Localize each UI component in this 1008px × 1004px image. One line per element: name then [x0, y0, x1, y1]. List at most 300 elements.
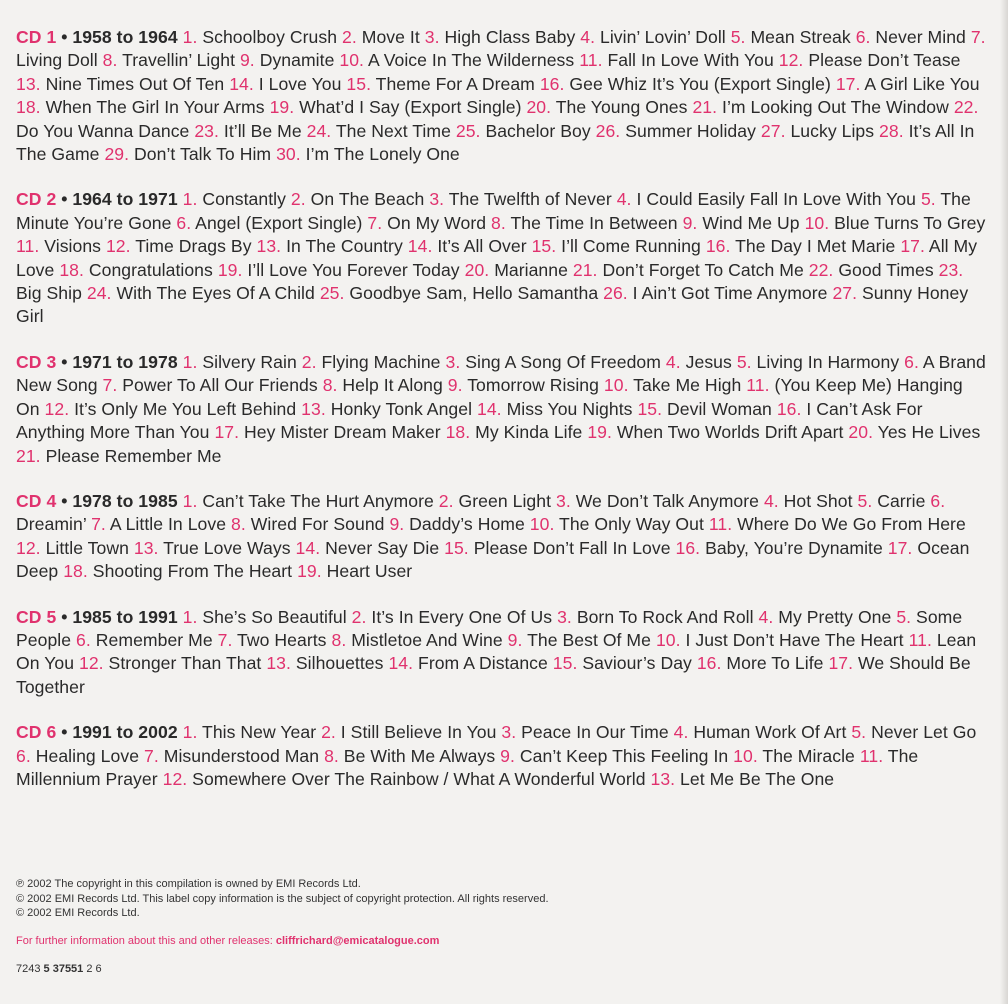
track-title: High Class Baby: [444, 27, 576, 47]
track-item: [604, 375, 741, 395]
track-number: 21.: [16, 445, 41, 466]
track-title: The Millennium Prayer: [16, 745, 919, 789]
track-title: I Ain’t Got Time Anymore: [632, 283, 828, 304]
track-item: [526, 97, 687, 117]
track-number: 15.: [552, 653, 578, 674]
track-title: Two Hearts: [237, 629, 327, 650]
track-title: I Just Don’t Have The Heart: [685, 629, 904, 650]
track-item: [323, 375, 443, 395]
track-title: Angel (Export Single): [195, 212, 363, 233]
track-item: [16, 746, 139, 766]
track-title: The Best Of Me: [527, 629, 651, 650]
track-number: 2.: [342, 27, 357, 47]
cd-section: [16, 490, 988, 584]
track-title: Heart User: [326, 561, 413, 582]
cd-section: [16, 351, 988, 468]
track-number: 6.: [176, 212, 192, 233]
track-title: My Pretty One: [778, 606, 892, 627]
track-title: Travellin’ Light: [122, 50, 236, 71]
track-number: 16.: [705, 236, 731, 257]
catalog-number: [16, 963, 102, 975]
track-number: 9.: [447, 375, 463, 396]
copyright-notice: [16, 877, 549, 921]
track-item: [106, 236, 252, 256]
track-item: [183, 352, 297, 372]
track-title: What’d I Say (Export Single): [299, 97, 522, 118]
cd-label: CD 4: [16, 490, 57, 511]
track-item: [104, 144, 271, 164]
track-title: Sunny Honey Girl: [16, 283, 969, 327]
track-item: [603, 283, 827, 303]
track-title: Move It: [361, 27, 420, 47]
track-number: 7.: [367, 212, 383, 233]
track-item: [63, 561, 292, 581]
track-item: [134, 538, 291, 558]
track-item: [183, 491, 434, 511]
track-item: [617, 189, 916, 209]
cd-label: CD 3: [16, 351, 57, 372]
track-number: 12.: [16, 537, 41, 558]
track-item: [764, 491, 853, 511]
track-title: Big Ship: [16, 283, 82, 304]
track-item: [240, 50, 334, 70]
track-item: [214, 422, 440, 442]
track-item: [79, 653, 261, 673]
cd-year-range: 1964 to 1971: [72, 189, 178, 210]
track-item: [779, 50, 961, 70]
track-item: [16, 236, 101, 256]
track-item: [16, 446, 222, 466]
track-title: The Time In Between: [510, 212, 678, 233]
track-number: 3.: [445, 351, 461, 372]
cd-separator: •: [56, 606, 73, 627]
track-title: Silhouettes: [295, 653, 384, 674]
track-number: 4.: [616, 189, 632, 210]
track-title: Carrie: [877, 490, 926, 511]
track-title: Living In Harmony: [756, 351, 900, 372]
track-title: The Minute You’re Gone: [16, 189, 971, 233]
track-number: 1.: [182, 27, 198, 47]
track-title: The Young Ones: [555, 97, 688, 118]
track-item: [266, 653, 383, 673]
track-title: Take Me High: [633, 375, 742, 396]
track-title: I’m The Lonely One: [305, 144, 460, 165]
track-number: 15.: [637, 398, 663, 419]
track-number: 25.: [455, 120, 481, 141]
track-title: I Still Believe In You: [340, 722, 497, 743]
track-item: [270, 97, 522, 117]
track-item: [697, 653, 824, 673]
cd-year-range: 1978 to 1985: [72, 490, 178, 511]
track-number: 1.: [182, 351, 198, 372]
track-title: I Can’t Ask For Anything More Than You: [16, 398, 923, 443]
cd-header: [16, 491, 178, 511]
track-title: Livin’ Lovin’ Doll: [600, 27, 726, 47]
track-number: 9.: [682, 212, 698, 233]
track-item: [425, 27, 576, 47]
track-item: [388, 653, 547, 673]
track-title: It’s All In The Game: [16, 120, 975, 165]
track-title: Hey Mister Dream Maker: [244, 422, 441, 443]
cd-separator: •: [56, 189, 73, 210]
track-item: [429, 189, 611, 209]
track-title: Some People: [16, 606, 963, 650]
track-title: Visions: [44, 236, 102, 257]
track-title: I’ll Come Running: [561, 236, 701, 257]
track-item: [389, 514, 524, 534]
track-number: 3.: [557, 606, 572, 627]
further-info-text: For further information about this and other releases:: [16, 935, 276, 947]
track-item: [324, 746, 495, 766]
track-item: [709, 514, 966, 534]
track-item: [692, 97, 948, 117]
track-number: 27.: [760, 120, 786, 141]
track-title: A Little In Love: [109, 514, 227, 535]
track-number: 24.: [86, 283, 112, 304]
track-title: A Girl Like You: [864, 73, 980, 94]
track-number: 12.: [105, 236, 131, 257]
track-item: [446, 422, 583, 442]
track-number: 5.: [851, 722, 867, 743]
track-title: Schoolboy Crush: [202, 27, 338, 47]
track-title: Human Work Of Art: [693, 722, 847, 743]
track-item: [103, 50, 235, 70]
track-number: 16.: [776, 398, 802, 419]
track-item: [596, 121, 756, 141]
track-item: [587, 422, 843, 442]
track-number: 5.: [730, 27, 746, 47]
track-title: Please Remember Me: [45, 445, 222, 466]
track-item: [580, 27, 725, 47]
track-title: Remember Me: [95, 629, 213, 650]
track-title: More To Life: [726, 653, 824, 674]
cd-label: CD 6: [16, 722, 57, 743]
track-number: 10.: [603, 375, 629, 396]
track-item: [276, 144, 460, 164]
track-title: Let Me Be The One: [680, 768, 835, 789]
track-title: Power To All Our Friends: [122, 375, 318, 396]
track-title: Honky Tonk Angel: [330, 398, 473, 419]
track-number: 9.: [239, 50, 255, 71]
track-number: 9.: [389, 514, 405, 535]
track-item: [666, 352, 732, 372]
track-number: 1.: [182, 490, 198, 511]
track-item: [331, 630, 502, 650]
cd-label: CD 1: [16, 27, 57, 47]
track-item: [731, 27, 851, 47]
track-title: Blue Turns To Grey: [834, 212, 986, 233]
track-title: She’s So Beautiful: [202, 606, 347, 627]
track-item: [321, 722, 496, 742]
track-title: We Don’t Talk Anymore: [575, 490, 759, 511]
track-title: The Twelfth of Never: [448, 189, 612, 210]
track-title: It’s In Every One Of Us: [371, 606, 553, 627]
track-title: Please Don’t Tease: [808, 50, 961, 71]
track-title: We Should Be Together: [16, 653, 971, 697]
track-number: 15.: [346, 73, 372, 94]
track-number: 12.: [78, 653, 104, 674]
track-title: Be With Me Always: [343, 745, 496, 766]
track-item: [448, 375, 599, 395]
track-number: 15.: [531, 236, 557, 257]
cd-section: [16, 188, 988, 328]
track-title: Gee Whiz It’s You (Export Single): [569, 73, 831, 94]
track-number: 13.: [16, 73, 41, 94]
track-title: This New Year: [202, 722, 317, 743]
track-title: Nine Times Out Of Ten: [45, 73, 225, 94]
track-number: 18.: [16, 97, 41, 118]
track-item: [342, 27, 420, 47]
track-number: 20.: [848, 422, 874, 443]
track-item: [176, 213, 362, 233]
cd-header: [16, 189, 178, 209]
track-title: It’s All Over: [437, 236, 527, 257]
track-title: Dynamite: [259, 50, 335, 71]
track-number: 5.: [736, 351, 752, 372]
track-item: [16, 538, 129, 558]
track-item: [737, 352, 899, 372]
track-number: 14.: [407, 236, 433, 257]
track-number: 17.: [900, 236, 925, 257]
track-title: Wired For Sound: [250, 514, 385, 535]
track-title: Yes He Lives: [877, 422, 981, 443]
track-number: 22.: [953, 97, 979, 118]
track-number: 11.: [16, 236, 40, 257]
track-number: 18.: [59, 259, 84, 280]
track-title: Congratulations: [88, 259, 213, 280]
track-number: 7.: [91, 514, 106, 535]
track-item: [16, 97, 265, 117]
track-number: 7.: [217, 629, 233, 650]
track-item: [301, 399, 472, 419]
track-item: [367, 213, 486, 233]
cd-separator: •: [56, 27, 73, 47]
track-title: It’s Only Me You Left Behind: [74, 398, 297, 419]
track-item: [532, 236, 701, 256]
cd-header: [16, 352, 178, 372]
track-number: 26.: [595, 120, 621, 141]
track-item: [229, 74, 341, 94]
track-number: 18.: [445, 422, 471, 443]
track-title: Can’t Keep This Feeling In: [519, 745, 729, 766]
track-number: 19.: [269, 97, 295, 118]
track-item: [346, 74, 534, 94]
track-item: [809, 260, 934, 280]
track-title: Lean On You: [16, 629, 977, 674]
track-title: Bachelor Boy: [485, 120, 591, 141]
track-number: 27.: [832, 283, 858, 304]
track-number: 16.: [539, 73, 565, 94]
copyright-line: © 2002 EMI Records Ltd.: [16, 907, 140, 920]
track-item: [408, 236, 527, 256]
track-title: Can’t Take The Hurt Anymore: [202, 490, 434, 511]
track-title: Wind Me Up: [702, 212, 800, 233]
track-number: 5.: [857, 490, 873, 511]
track-number: 21.: [692, 97, 718, 118]
cd-separator: •: [56, 351, 73, 372]
track-number: 9.: [507, 629, 523, 650]
track-item: [76, 630, 213, 650]
track-title: Living Doll: [16, 50, 98, 71]
track-title: Good Times: [838, 259, 934, 280]
track-title: Devil Woman: [667, 398, 772, 419]
track-title: Saviour’s Day: [582, 653, 692, 674]
track-number: 6.: [16, 745, 31, 766]
track-number: 6.: [76, 629, 91, 650]
track-number: 26.: [603, 283, 628, 304]
track-number: 3.: [424, 27, 440, 47]
track-number: 20.: [526, 97, 552, 118]
track-item: [637, 399, 771, 419]
track-item: [87, 283, 315, 303]
cd-year-range: 1991 to 2002: [72, 722, 178, 743]
catalog-main: 5 37551: [43, 963, 84, 975]
track-title: Tomorrow Rising: [467, 375, 599, 396]
track-item: [501, 722, 668, 742]
track-item: [183, 27, 337, 47]
track-title: A Brand New Song: [16, 351, 986, 396]
track-number: 7.: [144, 745, 159, 766]
track-title: Daddy’s Home: [409, 514, 525, 535]
further-info: [16, 935, 439, 947]
track-number: 8.: [324, 745, 339, 766]
track-number: 20.: [464, 259, 490, 280]
track-title: In The Country: [286, 236, 403, 257]
track-number: 11.: [708, 514, 733, 535]
track-title: I’m Looking Out The Window: [722, 97, 949, 118]
track-title: Fall In Love With You: [607, 50, 774, 71]
track-title: Lucky Lips: [790, 120, 875, 141]
track-item: [851, 722, 976, 742]
track-item: [16, 74, 224, 94]
track-number: 8.: [102, 50, 118, 71]
track-number: 28.: [879, 120, 904, 141]
track-title: (You Keep Me) Hanging On: [16, 375, 963, 419]
cd-year-range: 1985 to 1991: [72, 606, 178, 627]
track-item: [674, 722, 847, 742]
tracklist: [16, 26, 988, 813]
track-item: [761, 121, 874, 141]
track-number: 11.: [859, 745, 884, 766]
track-title: The Day I Met Marie: [735, 236, 896, 257]
track-title: Little Town: [45, 537, 129, 558]
track-title: Never Say Die: [325, 537, 440, 558]
track-item: [445, 352, 660, 372]
track-title: Theme For A Dream: [375, 73, 535, 94]
track-item: [650, 769, 834, 789]
track-number: 5.: [896, 606, 912, 627]
track-title: Healing Love: [35, 745, 140, 766]
track-title: Help It Along: [342, 375, 443, 396]
track-item: [540, 74, 831, 94]
track-number: 14.: [295, 537, 321, 558]
cd-year-range: 1958 to 1964: [72, 27, 178, 47]
track-title: True Love Ways: [163, 537, 291, 558]
catalog-prefix: 7243: [16, 963, 44, 975]
track-title: On The Beach: [310, 189, 425, 210]
track-number: 14.: [477, 398, 502, 419]
track-title: My Kinda Life: [475, 422, 583, 443]
track-number: 18.: [63, 561, 88, 582]
track-number: 8.: [231, 514, 246, 535]
track-number: 13.: [301, 398, 326, 419]
track-item: [144, 746, 319, 766]
track-title: I Could Easily Fall In Love With You: [636, 189, 916, 210]
track-title: Miss You Nights: [506, 398, 633, 419]
track-title: From A Distance: [418, 653, 548, 674]
track-title: Baby, You’re Dynamite: [705, 537, 883, 558]
cd-label: CD 2: [16, 189, 57, 210]
track-number: 12.: [44, 398, 70, 419]
track-item: [45, 399, 297, 419]
track-title: Born To Rock And Roll: [576, 606, 754, 627]
cd-header: [16, 27, 178, 47]
track-item: [218, 630, 327, 650]
track-item: [530, 514, 704, 534]
track-number: 2.: [290, 189, 306, 210]
track-title: I Love You: [258, 73, 342, 94]
track-number: 14.: [388, 653, 414, 674]
catalog-suffix: 2 6: [83, 963, 102, 975]
track-number: 8.: [491, 212, 506, 233]
track-title: Summer Holiday: [625, 120, 756, 141]
track-number: 21.: [572, 259, 598, 280]
track-item: [59, 260, 213, 280]
track-item: [491, 213, 678, 233]
track-item: [163, 769, 646, 789]
track-number: 11.: [746, 375, 770, 396]
track-item: [444, 538, 670, 558]
track-item: [307, 121, 451, 141]
track-item: [500, 746, 728, 766]
track-number: 4.: [580, 27, 596, 47]
track-item: [183, 607, 347, 627]
track-title: Mistletoe And Wine: [351, 629, 503, 650]
page-edge: [1000, 0, 1008, 1004]
cd-separator: •: [56, 722, 73, 743]
track-number: 1.: [182, 606, 198, 627]
track-number: 12.: [162, 768, 188, 789]
track-number: 3.: [555, 490, 571, 511]
cd-section: [16, 721, 988, 791]
track-number: 15.: [444, 537, 469, 558]
track-title: Silvery Rain: [202, 351, 297, 372]
track-item: [557, 607, 754, 627]
track-title: Somewhere Over The Rainbow / What A Wonderful World: [192, 768, 646, 789]
track-number: 17.: [887, 537, 913, 558]
track-title: It’ll Be Me: [223, 120, 302, 141]
track-title: The Only Way Out: [559, 514, 704, 535]
track-title: On My Word: [387, 212, 487, 233]
track-title: When Two Worlds Drift Apart: [616, 422, 844, 443]
track-number: 8.: [331, 629, 347, 650]
track-number: 13.: [266, 653, 291, 674]
track-title: The Next Time: [335, 120, 451, 141]
track-number: 10.: [733, 745, 758, 766]
track-item: [91, 514, 226, 534]
track-number: 6.: [930, 490, 946, 511]
track-title: Green Light: [458, 490, 552, 511]
track-number: 2.: [301, 351, 317, 372]
cd-header: [16, 722, 178, 742]
track-title: Goodbye Sam, Hello Samantha: [349, 283, 599, 304]
track-number: 10.: [804, 212, 830, 233]
track-number: 6.: [855, 27, 871, 47]
track-number: 16.: [696, 653, 722, 674]
track-title: The Miracle: [762, 745, 855, 766]
track-item: [683, 213, 800, 233]
track-item: [231, 514, 384, 534]
